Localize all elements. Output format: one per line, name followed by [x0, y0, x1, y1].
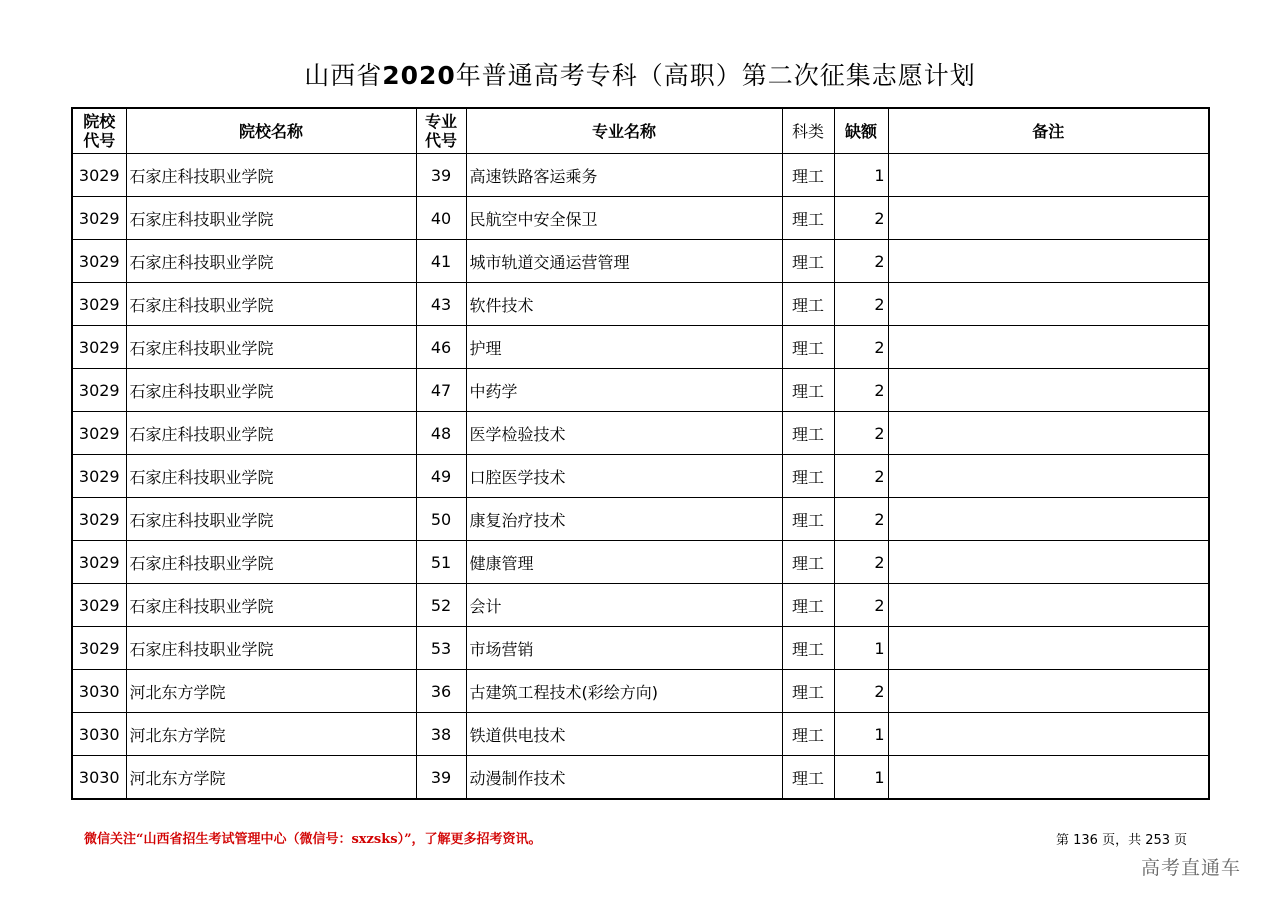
- cell-school-name: 河北东方学院: [126, 713, 416, 756]
- table-row: [72, 498, 1209, 541]
- cell-category: 理工: [782, 498, 834, 541]
- cell-major-code: 36: [416, 670, 466, 713]
- cell-school-name: 石家庄科技职业学院: [126, 541, 416, 584]
- cell-quota: 2: [834, 670, 888, 713]
- cell-major-name: 高速铁路客运乘务: [466, 154, 782, 197]
- title-prefix: 山西省: [304, 61, 383, 90]
- cell-school-code: 3029: [72, 541, 126, 584]
- cell-quota: 1: [834, 713, 888, 756]
- header-major-code: 专业 代号: [416, 108, 466, 154]
- cell-note: [888, 455, 1209, 498]
- table-row: [72, 154, 1209, 197]
- cell-category: 理工: [782, 154, 834, 197]
- table-row: [72, 369, 1209, 412]
- cell-quota: 1: [834, 154, 888, 197]
- cell-quota: 2: [834, 584, 888, 627]
- header-school-code: 院校 代号: [72, 108, 126, 154]
- cell-school-code: 3029: [72, 412, 126, 455]
- cell-major-name: 民航空中安全保卫: [466, 197, 782, 240]
- cell-major-name: 软件技术: [466, 283, 782, 326]
- cell-school-name: 石家庄科技职业学院: [126, 154, 416, 197]
- table-row: [72, 584, 1209, 627]
- page-indicator: 第 136 页，共 253 页: [1056, 833, 1188, 848]
- cell-major-code: 52: [416, 584, 466, 627]
- cell-school-name: 石家庄科技职业学院: [126, 326, 416, 369]
- cell-major-name: 会计: [466, 584, 782, 627]
- cell-category: 理工: [782, 627, 834, 670]
- cell-category: 理工: [782, 541, 834, 584]
- cell-note: [888, 240, 1209, 283]
- table-row: [72, 627, 1209, 670]
- cell-major-name: 市场营销: [466, 627, 782, 670]
- cell-major-code: 53: [416, 627, 466, 670]
- table-row: [72, 455, 1209, 498]
- cell-note: [888, 498, 1209, 541]
- cell-major-code: 47: [416, 369, 466, 412]
- header-quota: 缺额: [834, 108, 888, 154]
- header-note: 备注: [888, 108, 1209, 154]
- cell-major-name: 康复治疗技术: [466, 498, 782, 541]
- table-header-row: [72, 108, 1209, 154]
- cell-school-code: 3029: [72, 326, 126, 369]
- cell-note: [888, 756, 1209, 800]
- cell-category: 理工: [782, 240, 834, 283]
- cell-category: 理工: [782, 283, 834, 326]
- cell-quota: 2: [834, 283, 888, 326]
- enrollment-plan-table: [71, 107, 1210, 800]
- cell-school-code: 3029: [72, 627, 126, 670]
- cell-major-code: 46: [416, 326, 466, 369]
- watermark-text: 高考直通车: [1141, 857, 1242, 879]
- table-row: [72, 197, 1209, 240]
- title-year: 2020: [382, 61, 456, 90]
- cell-major-name: 健康管理: [466, 541, 782, 584]
- cell-note: [888, 326, 1209, 369]
- cell-major-code: 39: [416, 154, 466, 197]
- cell-category: 理工: [782, 584, 834, 627]
- cell-school-name: 石家庄科技职业学院: [126, 455, 416, 498]
- cell-school-code: 3029: [72, 369, 126, 412]
- table-row: [72, 283, 1209, 326]
- cell-category: 理工: [782, 326, 834, 369]
- cell-category: 理工: [782, 670, 834, 713]
- cell-category: 理工: [782, 197, 834, 240]
- cell-quota: 2: [834, 326, 888, 369]
- cell-major-name: 口腔医学技术: [466, 455, 782, 498]
- cell-quota: 1: [834, 627, 888, 670]
- cell-school-code: 3030: [72, 713, 126, 756]
- table-row: [72, 541, 1209, 584]
- cell-school-name: 石家庄科技职业学院: [126, 197, 416, 240]
- wechat-notice: 微信关注“山西省招生考试管理中心（微信号：sxzsks）”，了解更多招考资讯。: [84, 832, 542, 847]
- cell-school-code: 3029: [72, 154, 126, 197]
- cell-quota: 1: [834, 756, 888, 800]
- cell-note: [888, 713, 1209, 756]
- cell-school-code: 3029: [72, 240, 126, 283]
- table-row: [72, 412, 1209, 455]
- cell-major-code: 41: [416, 240, 466, 283]
- cell-quota: 2: [834, 455, 888, 498]
- cell-school-code: 3030: [72, 756, 126, 800]
- table-row: [72, 713, 1209, 756]
- cell-category: 理工: [782, 713, 834, 756]
- cell-note: [888, 154, 1209, 197]
- cell-note: [888, 584, 1209, 627]
- cell-major-name: 动漫制作技术: [466, 756, 782, 800]
- cell-school-code: 3029: [72, 197, 126, 240]
- cell-quota: 2: [834, 412, 888, 455]
- cell-category: 理工: [782, 455, 834, 498]
- cell-school-code: 3029: [72, 584, 126, 627]
- cell-category: 理工: [782, 756, 834, 800]
- cell-major-code: 43: [416, 283, 466, 326]
- cell-major-code: 38: [416, 713, 466, 756]
- header-category: 科类: [782, 108, 834, 154]
- cell-quota: 2: [834, 541, 888, 584]
- table-row: [72, 326, 1209, 369]
- cell-school-name: 石家庄科技职业学院: [126, 283, 416, 326]
- cell-major-name: 城市轨道交通运营管理: [466, 240, 782, 283]
- cell-major-code: 40: [416, 197, 466, 240]
- cell-school-code: 3029: [72, 283, 126, 326]
- cell-category: 理工: [782, 412, 834, 455]
- cell-quota: 2: [834, 240, 888, 283]
- table-row: [72, 756, 1209, 800]
- cell-major-code: 39: [416, 756, 466, 800]
- cell-major-name: 古建筑工程技术(彩绘方向): [466, 670, 782, 713]
- cell-school-name: 河北东方学院: [126, 670, 416, 713]
- cell-school-code: 3030: [72, 670, 126, 713]
- cell-note: [888, 670, 1209, 713]
- cell-quota: 2: [834, 369, 888, 412]
- page-title: [0, 56, 1280, 92]
- title-suffix: 年普通高考专科（高职）第二次征集志愿计划: [455, 61, 976, 90]
- cell-note: [888, 369, 1209, 412]
- cell-school-name: 石家庄科技职业学院: [126, 584, 416, 627]
- table-row: [72, 670, 1209, 713]
- cell-category: 理工: [782, 369, 834, 412]
- cell-school-name: 石家庄科技职业学院: [126, 627, 416, 670]
- cell-note: [888, 541, 1209, 584]
- cell-quota: 2: [834, 498, 888, 541]
- cell-school-code: 3029: [72, 455, 126, 498]
- cell-major-code: 50: [416, 498, 466, 541]
- cell-major-name: 铁道供电技术: [466, 713, 782, 756]
- cell-school-name: 石家庄科技职业学院: [126, 498, 416, 541]
- cell-quota: 2: [834, 197, 888, 240]
- cell-note: [888, 197, 1209, 240]
- cell-major-name: 护理: [466, 326, 782, 369]
- cell-note: [888, 412, 1209, 455]
- cell-major-code: 48: [416, 412, 466, 455]
- cell-school-name: 石家庄科技职业学院: [126, 369, 416, 412]
- cell-school-code: 3029: [72, 498, 126, 541]
- cell-school-name: 河北东方学院: [126, 756, 416, 800]
- cell-school-name: 石家庄科技职业学院: [126, 240, 416, 283]
- cell-note: [888, 283, 1209, 326]
- cell-major-name: 医学检验技术: [466, 412, 782, 455]
- cell-major-code: 49: [416, 455, 466, 498]
- cell-note: [888, 627, 1209, 670]
- table-row: [72, 240, 1209, 283]
- header-school-name: 院校名称: [126, 108, 416, 154]
- cell-major-code: 51: [416, 541, 466, 584]
- header-major-name: 专业名称: [466, 108, 782, 154]
- cell-major-name: 中药学: [466, 369, 782, 412]
- cell-school-name: 石家庄科技职业学院: [126, 412, 416, 455]
